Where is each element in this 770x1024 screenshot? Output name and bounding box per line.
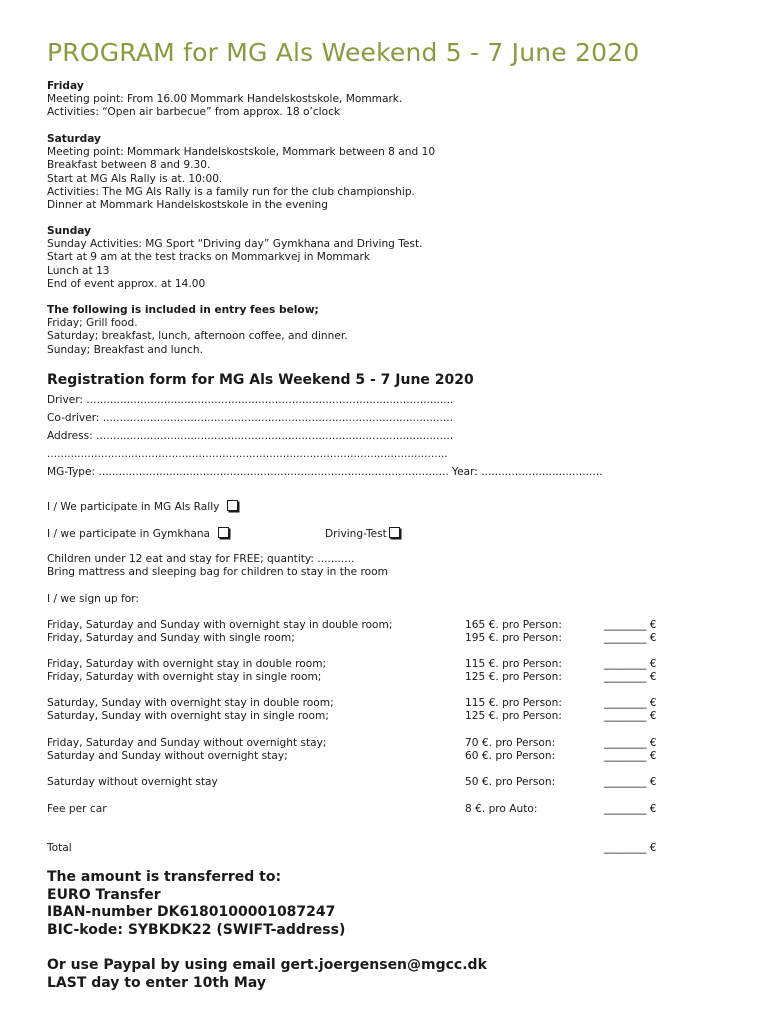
gymkhana-participation	[47, 527, 229, 540]
fee-row	[47, 803, 727, 816]
fee-price: 8 €. pro Auto:	[465, 803, 538, 815]
included-heading: The following is included in entry fees below;	[47, 304, 319, 316]
sunday-line: Sunday Activities: MG Sport “Driving day” Gymkhana and Driving Test.	[47, 238, 423, 251]
friday-section	[47, 80, 727, 120]
mattress-note: Bring mattress and sleeping bag for children to stay in the room	[47, 566, 388, 578]
included-line: Sunday; Breakfast and lunch.	[47, 343, 203, 356]
sunday-line: End of event approx. at 14.00	[47, 277, 206, 290]
saturday-line: Breakfast between 8 and 9.30.	[47, 159, 211, 172]
signup-label: I / we sign up for:	[47, 593, 140, 605]
paypal-info	[47, 957, 487, 992]
fee-row	[47, 658, 727, 671]
fee-description: Saturday and Sunday without overnight stay;	[47, 750, 288, 762]
included-line: Friday; Grill food.	[47, 317, 138, 330]
friday-line: Activities: “Open air barbecue” from approx. 18 o’clock	[47, 106, 341, 119]
fee-amount-field[interactable]: ________ €	[604, 658, 657, 670]
fee-row	[47, 737, 727, 750]
fee-amount-field[interactable]: ________ €	[604, 671, 657, 683]
saturday-section	[47, 133, 727, 212]
fee-amount-field[interactable]: ________ €	[604, 619, 657, 631]
fee-price: 60 €. pro Person:	[465, 750, 556, 762]
included-line: Saturday; breakfast, lunch, afternoon coffee, and dinner.	[47, 330, 348, 343]
friday-line: Meeting point: From 16.00 Mommark Handelskostskole, Mommark.	[47, 93, 403, 106]
fee-amount-field[interactable]: ________ €	[604, 803, 657, 815]
fee-row	[47, 750, 727, 763]
fee-price: 115 €. pro Person:	[465, 697, 562, 709]
total-label: Total	[47, 842, 72, 854]
codriver-field[interactable]: Co-driver: ........................................................................................................	[47, 412, 454, 424]
fee-description: Saturday without overnight stay	[47, 776, 218, 788]
friday-heading: Friday	[47, 80, 84, 92]
rally-participation	[47, 500, 238, 513]
gymkhana-label: I / we participate in Gymkhana	[47, 528, 211, 540]
fee-description: Saturday, Sunday with overnight stay in double room;	[47, 697, 334, 709]
payment-method: EURO Transfer	[47, 886, 161, 903]
fee-price: 165 €. pro Person:	[465, 619, 562, 631]
saturday-line: Start at MG Als Rally is at. 10:00.	[47, 172, 223, 185]
fee-amount-field[interactable]: ________ €	[604, 737, 657, 749]
fee-price: 115 €. pro Person:	[465, 658, 562, 670]
fee-amount-field[interactable]: ________ €	[604, 750, 657, 762]
fee-amount-field[interactable]: ________ €	[604, 697, 657, 709]
fee-amount-field[interactable]: ________ €	[604, 776, 657, 788]
fee-description: Friday, Saturday and Sunday with single room;	[47, 632, 295, 644]
children-quantity-field[interactable]: Children under 12 eat and stay for FREE; quantity: ...........	[47, 553, 355, 565]
fee-row	[47, 619, 727, 632]
fee-row	[47, 776, 727, 789]
sunday-section	[47, 225, 727, 291]
included-section	[47, 304, 727, 357]
driver-field[interactable]: Driver: .............................................................................................................	[47, 394, 454, 406]
rally-label: I / We participate in MG Als Rally	[47, 501, 220, 513]
sunday-line: Lunch at 13	[47, 264, 110, 277]
fee-description: Friday, Saturday and Sunday with overnight stay in double room;	[47, 619, 393, 631]
fee-description: Saturday, Sunday with overnight stay in single room;	[47, 710, 329, 722]
bic-code: BIC-kode: SYBKDK22 (SWIFT-address)	[47, 921, 346, 938]
fee-row	[47, 632, 727, 645]
fee-price: 50 €. pro Person:	[465, 776, 556, 788]
driving-test-label: Driving-Test	[325, 528, 387, 540]
entry-deadline: LAST day to enter 10th May	[47, 974, 267, 991]
address-line2-field[interactable]: .......................................................................................................................	[47, 448, 448, 460]
driving-test-participation	[325, 527, 400, 540]
address-field[interactable]: Address: ..........................................................................................................	[47, 430, 454, 442]
payment-info	[47, 869, 345, 939]
fee-description: Friday, Saturday with overnight stay in double room;	[47, 658, 327, 670]
sunday-heading: Sunday	[47, 225, 92, 237]
fee-amount-field[interactable]: ________ €	[604, 710, 657, 722]
paypal-email: Or use Paypal by using email gert.joergensen@mgcc.dk	[47, 957, 487, 973]
fee-row	[47, 697, 727, 710]
payment-heading: The amount is transferred to:	[47, 869, 282, 885]
fee-description: Friday, Saturday with overnight stay in single room;	[47, 671, 322, 683]
saturday-line: Dinner at Mommark Handelskostskole in the evening	[47, 199, 328, 212]
fee-price: 125 €. pro Person:	[465, 710, 562, 722]
driving-test-checkbox[interactable]	[389, 527, 400, 538]
mg-type-year-field[interactable]: MG-Type: ........................................................................................................ Year: ....................................	[47, 466, 603, 478]
fee-price: 195 €. pro Person:	[465, 632, 562, 644]
sunday-line: Start at 9 am at the test tracks on Mommarkvej in Mommark	[47, 251, 371, 264]
rally-checkbox[interactable]	[227, 500, 238, 511]
fee-description: Fee per car	[47, 803, 107, 815]
saturday-line: Meeting point: Mommark Handelskostskole, Mommark between 8 and 10	[47, 146, 436, 159]
saturday-line: Activities: The MG Als Rally is a family run for the club championship.	[47, 185, 415, 198]
total-row	[47, 842, 727, 855]
page-title: PROGRAM for MG Als Weekend 5 - 7 June 2020	[47, 38, 640, 67]
fee-amount-field[interactable]: ________ €	[604, 632, 657, 644]
fee-price: 70 €. pro Person:	[465, 737, 556, 749]
fee-row	[47, 671, 727, 684]
fee-description: Friday, Saturday and Sunday without overnight stay;	[47, 737, 327, 749]
registration-title: Registration form for MG Als Weekend 5 - 7 June 2020	[47, 372, 474, 388]
gymkhana-checkbox[interactable]	[218, 527, 229, 538]
fee-row	[47, 710, 727, 723]
fee-price: 125 €. pro Person:	[465, 671, 562, 683]
total-amount-field[interactable]: ________ €	[604, 842, 657, 854]
iban-number: IBAN-number DK6180100001087247	[47, 904, 336, 920]
saturday-heading: Saturday	[47, 133, 101, 145]
